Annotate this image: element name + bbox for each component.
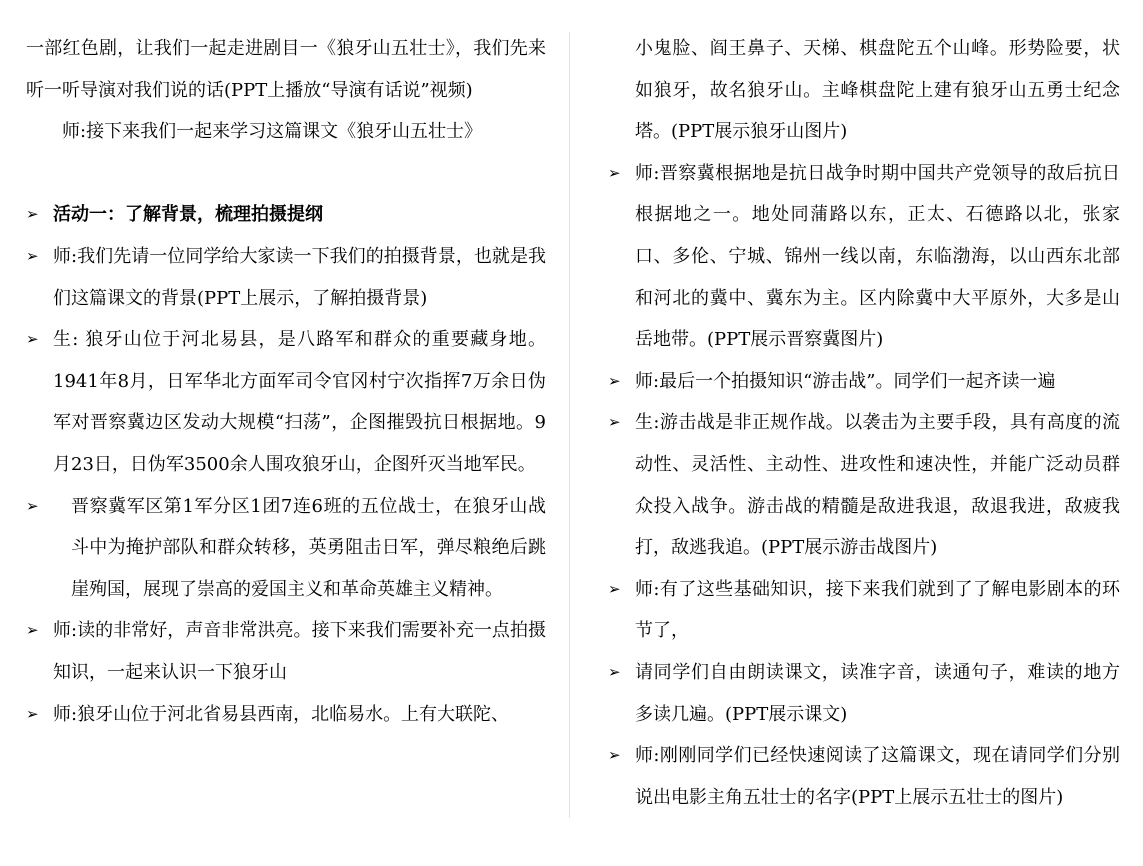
- arrowhead-bullet-icon: ➢: [26, 704, 39, 723]
- bullet-text: 师:有了这些基础知识，接下来我们就到了了解电影剧本的环节了，: [635, 578, 1120, 642]
- bullet-text: 师:狼牙山位于河北省易县西南，北临易水。上有大联陀、: [53, 703, 510, 725]
- arrowhead-bullet-icon: ➢: [26, 330, 39, 349]
- arrowhead-bullet-icon: ➢: [608, 579, 621, 598]
- bullet-text: 师:读的非常好，声音非常洪亮。接下来我们需要补充一点拍摄知识，一起来认识一下狼牙山: [53, 620, 546, 683]
- bullet-text: 师:我们先请一位同学给大家读一下我们的拍摄背景，也就是我们这篇课文的背景(PPT上展示，了解拍摄背景): [53, 245, 546, 309]
- activity-heading: [26, 194, 546, 236]
- list-item: [608, 402, 1120, 568]
- continuation-paragraph: 小鬼脸、阎王鼻子、天梯、棋盘陀五个山峰。形势险要，状如狼牙，故名狼牙山。主峰棋盘陀上建有狼牙山五勇士纪念塔。(PPT展示狼牙山图片): [635, 38, 1120, 143]
- arrowhead-bullet-icon: ➢: [608, 163, 621, 182]
- list-item: [608, 569, 1120, 652]
- left-column: [26, 28, 546, 735]
- list-item: [26, 694, 546, 736]
- blank-line: [26, 153, 546, 195]
- bullet-text: 生: 狼牙山位于河北易县，是八路军和群众的重要藏身地。1941年8月，日军华北方面军司令官冈村宁次指挥7万余日伪军对晋察冀边区发动大规模“扫荡”，企图摧毁抗日根据地。9月23日，日伪军3500余人围攻狼牙山，企图歼灭当地军民。: [53, 329, 546, 475]
- bullet-text: 活动一：了解背景，梳理拍摄提纲: [53, 204, 323, 226]
- arrowhead-bullet-icon: ➢: [608, 371, 621, 390]
- bullet-text: 师:最后一个拍摄知识“游击战”。同学们一起齐读一遍: [635, 370, 1056, 392]
- list-item: [26, 486, 546, 611]
- teacher-transition: 师:接下来我们一起来学习这篇课文《狼牙山五壮士》: [62, 121, 483, 143]
- list-item: [26, 610, 546, 693]
- column-divider: [569, 32, 570, 818]
- list-item: [608, 652, 1120, 735]
- arrowhead-bullet-icon: ➢: [26, 205, 39, 224]
- arrowhead-bullet-icon: ➢: [26, 621, 39, 640]
- list-item: [608, 153, 1120, 361]
- intro-paragraph: 一部红色剧，让我们一起走进剧目一《狼牙山五壮士》，我们先来听一听导演对我们说的话(PPT上播放“导演有话说”视频): [26, 38, 546, 101]
- bullet-text: 生:游击战是非正规作战。以袭击为主要手段，具有高度的流动性、灵活性、主动性、进攻性和速决性，并能广泛动员群众投入战争。游击战的精髓是敌进我退，敌退我进，敌疲我打，敌逃我追。(PPT展示游击战图片): [635, 412, 1120, 559]
- list-item: [608, 735, 1120, 818]
- arrowhead-bullet-icon: ➢: [26, 246, 39, 265]
- arrowhead-bullet-icon: ➢: [608, 413, 621, 432]
- bullet-text: 请同学们自由朗读课文，读准字音，读通句子，难读的地方多读几遍。(PPT展示课文): [635, 661, 1120, 725]
- arrowhead-bullet-icon: ➢: [608, 746, 621, 765]
- bullet-text: 师:刚刚同学们已经快速阅读了这篇课文，现在请同学们分别说出电影主角五壮士的名字(PPT上展示五壮士的图片): [635, 745, 1120, 808]
- arrowhead-bullet-icon: ➢: [26, 496, 39, 515]
- bullet-text: 晋察冀军区第1军分区1团7连6班的五位战士，在狼牙山战斗中为掩护部队和群众转移，英勇阻击日军，弹尽粮绝后跳崖殉国，展现了崇高的爱国主义和革命英雄主义精神。: [71, 495, 546, 600]
- arrowhead-bullet-icon: ➢: [608, 662, 621, 681]
- list-item: [26, 319, 546, 485]
- list-item: [608, 361, 1120, 403]
- right-column: [608, 28, 1120, 818]
- bullet-text: 师:晋察冀根据地是抗日战争时期中国共产党领导的敌后抗日根据地之一。地处同蒲路以东，正太、石德路以北，张家口、多伦、宁城、锦州一线以南，东临渤海，以山西东北部和河北的冀中、冀东为主。区内除冀中大平原外，大多是山岳地带。(PPT展示晋察冀图片): [635, 162, 1120, 351]
- continued-text: [608, 28, 1120, 153]
- list-item: [26, 236, 546, 319]
